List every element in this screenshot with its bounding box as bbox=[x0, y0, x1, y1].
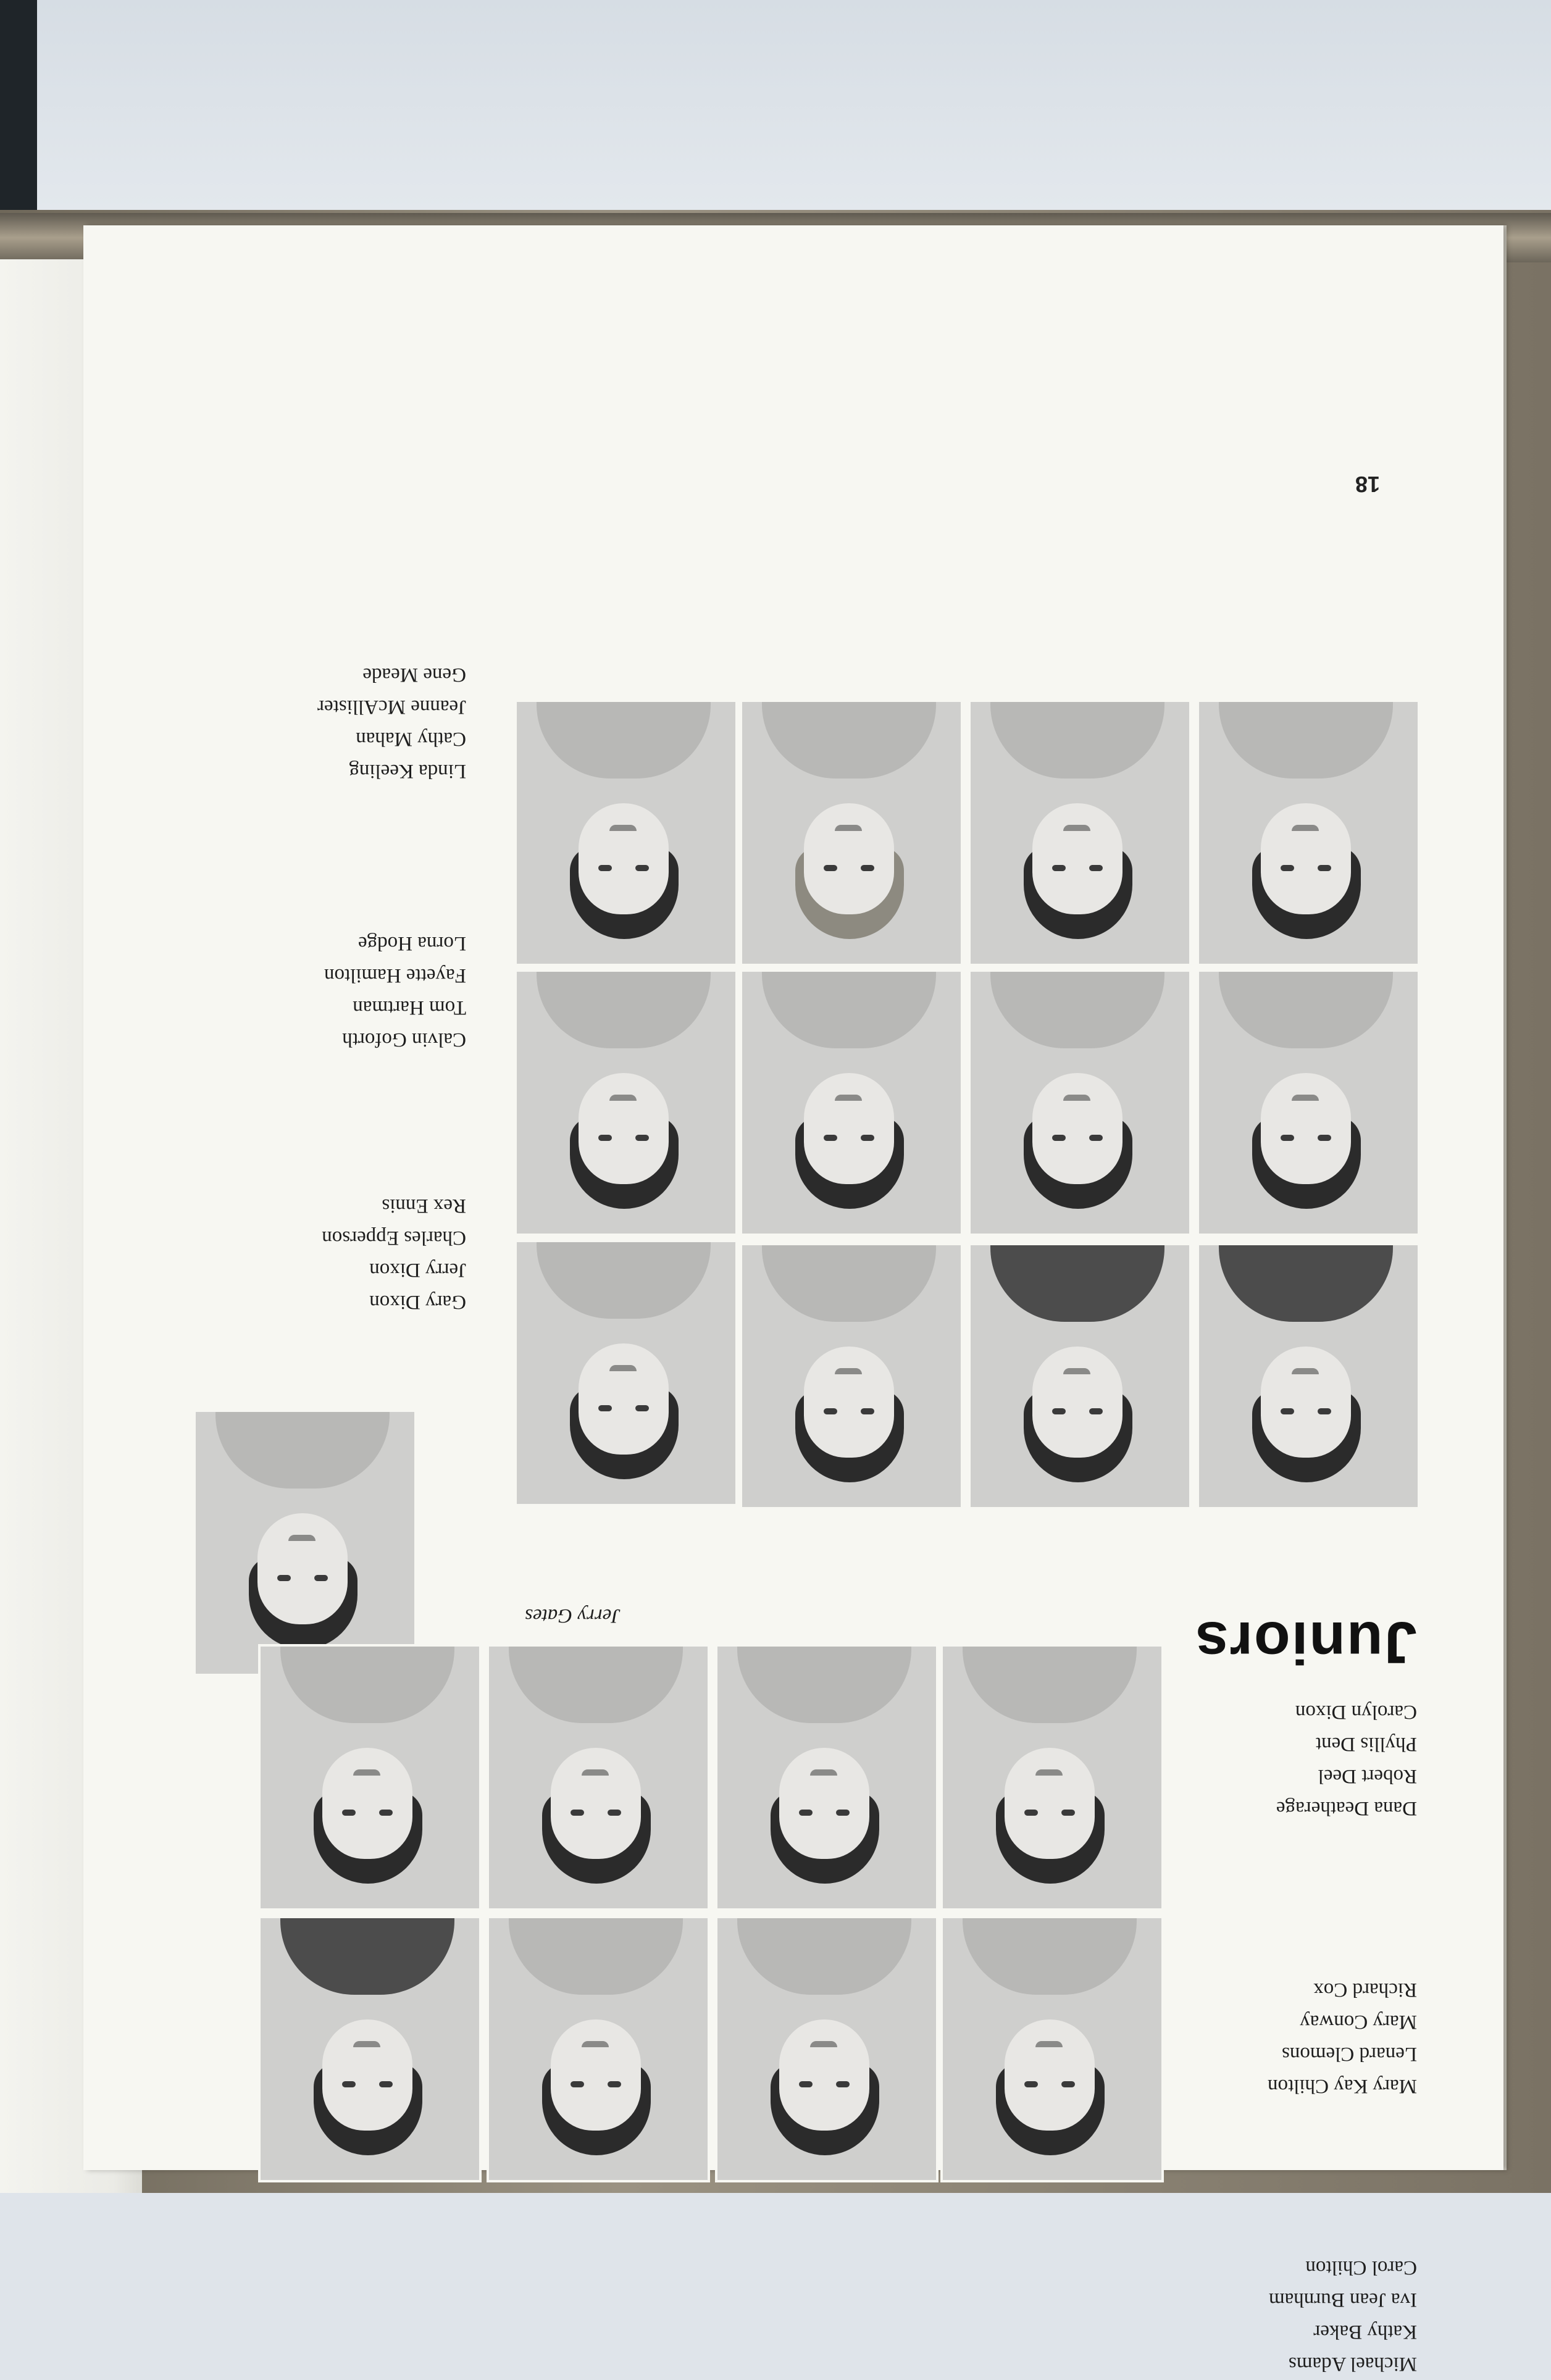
student-name: Lorna Hodge bbox=[357, 932, 466, 954]
student-name: Calvin Goforth bbox=[342, 1029, 466, 1051]
page-number: 18 bbox=[1355, 472, 1380, 497]
student-photo bbox=[514, 699, 738, 966]
student-name: Rex Ennis bbox=[382, 1195, 466, 1217]
student-photo bbox=[1197, 1243, 1420, 1509]
student-photo bbox=[740, 1243, 963, 1509]
name-list bbox=[324, 927, 466, 1056]
yearbook-page bbox=[83, 225, 1503, 2375]
student-name: Iva Jean Burnham bbox=[1268, 2289, 1417, 2311]
student-photo bbox=[740, 699, 963, 966]
upside-down-page-content bbox=[83, 225, 1503, 2375]
student-photo bbox=[1197, 969, 1420, 1236]
student-name: Mary Kay Chilton bbox=[1268, 2075, 1417, 2097]
student-name: Phyllis Dent bbox=[1315, 1733, 1417, 1755]
scanner-background bbox=[0, 0, 1551, 210]
student-photo bbox=[940, 1644, 1164, 1911]
student-photo bbox=[968, 1243, 1192, 1509]
student-name: Charles Epperson bbox=[322, 1227, 466, 1249]
student-photo-single bbox=[193, 1409, 417, 1676]
name-list bbox=[322, 1190, 466, 1318]
student-photo bbox=[514, 1240, 738, 1506]
student-photo bbox=[514, 969, 738, 1236]
student-name: Carolyn Dixon bbox=[1295, 1701, 1417, 1723]
student-name: Gary Dixon bbox=[369, 1291, 466, 1313]
student-name: Linda Keeling bbox=[349, 760, 466, 782]
student-photo bbox=[258, 1644, 482, 1911]
student-photo bbox=[487, 1916, 710, 2182]
student-photo bbox=[968, 699, 1192, 966]
student-name: Carol Chilton bbox=[1305, 2257, 1417, 2279]
name-list bbox=[1269, 2252, 1417, 2380]
name-list bbox=[1276, 1696, 1417, 1824]
single-student-name: Jerry Gates bbox=[525, 1605, 621, 1627]
student-name: Kathy Baker bbox=[1313, 2321, 1417, 2343]
student-name: Richard Cox bbox=[1313, 1979, 1417, 2001]
student-name: Jerry Dixon bbox=[369, 1259, 466, 1281]
student-name: Jeanne McAllister bbox=[317, 696, 466, 718]
section-title: Juniors bbox=[1194, 1610, 1417, 1676]
student-name: Michael Adams bbox=[1288, 2353, 1417, 2375]
student-name: Cathy Mahan bbox=[356, 728, 466, 750]
student-name: Tom Hartman bbox=[353, 996, 466, 1019]
student-photo bbox=[740, 969, 963, 1236]
student-name: Mary Conway bbox=[1300, 2011, 1417, 2033]
student-name: Fayette Hamilton bbox=[324, 964, 466, 987]
name-list bbox=[1268, 1974, 1417, 2102]
student-name: Dana Deatherage bbox=[1276, 1797, 1417, 1819]
student-photo bbox=[487, 1644, 710, 1911]
student-photo bbox=[258, 1916, 482, 2182]
name-list bbox=[317, 659, 466, 787]
student-photo bbox=[1197, 699, 1420, 966]
student-name: Gene Meade bbox=[362, 664, 466, 686]
student-photo bbox=[968, 969, 1192, 1236]
student-name: Robert Deel bbox=[1318, 1765, 1417, 1787]
student-photo bbox=[715, 1644, 939, 1911]
student-name: Lenard Clemons bbox=[1281, 2043, 1417, 2065]
student-photo bbox=[715, 1916, 939, 2182]
student-photo bbox=[940, 1916, 1164, 2182]
